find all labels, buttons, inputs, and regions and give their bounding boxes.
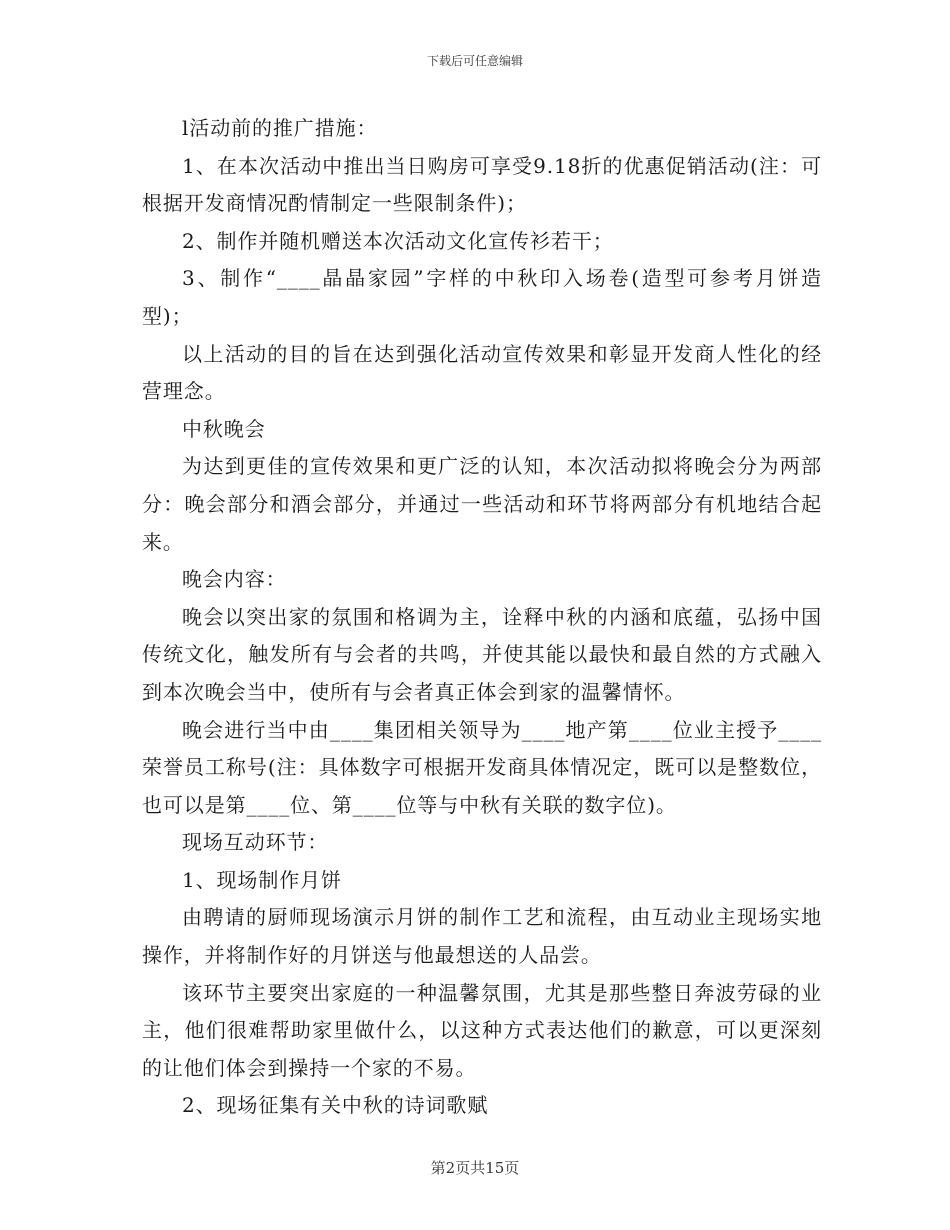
paragraph-poetry-heading: 2、现场征集有关中秋的诗词歌赋	[182, 1093, 489, 1118]
paragraph-interaction-heading: 现场互动环节：	[182, 830, 329, 855]
paragraph-family: 该环节主要突出家庭的一种温馨氛围，尤其是那些整日奔波劳碌的业主，他们很难帮助家里做什么，以这种方式表达他们的歉意，可以更深刻的让他们体会到操持一个家的不易。	[142, 980, 822, 1080]
paragraph-discount: 1、在本次活动中推出当日购房可享受9.18折的优惠促销活动(注：可根据开发商情况酌情制定一些限制条件)；	[142, 153, 822, 216]
paragraph-tickets: 3、制作“____晶晶家园”字样的中秋印入场卷(造型可参考月饼造型)；	[142, 266, 822, 328]
paragraph-mooncake-heading: 1、现场制作月饼	[182, 867, 342, 892]
paragraph-mooncake-body: 由聘请的厨师现场演示月饼的制作工艺和流程，由互动业主现场实地操作，并将制作好的月饼送与他最想送的人品尝。	[142, 905, 822, 968]
paragraph-tshirts: 2、制作并随机赠送本次活动文化宣传衫若干；	[182, 228, 614, 253]
paragraph-content-body: 晚会以突出家的氛围和格调为主，诠释中秋的内涵和底蕴，弘扬中国传统文化，触发所有与会者的共鸣，并使其能以最快和最自然的方式融入到本次晚会当中，使所有与会者真正体会到家的温馨情怀。	[142, 604, 822, 704]
paragraph-purpose: 以上活动的目的旨在达到强化活动宣传效果和彰显开发商人性化的经营理念。	[142, 341, 822, 404]
paragraph-promo-heading: l活动前的推广措施：	[182, 116, 378, 140]
paragraph-gala-heading: 中秋晚会	[182, 416, 266, 441]
paragraph-award: 晚会进行当中由____集团相关领导为____地产第____位业主授予____荣誉员工称号(注：具体数字可根据开发商具体情况定，既可以是整数位，也可以是第____位、第____位等与中秋有关联的数字位)。	[142, 717, 822, 817]
page-footer: 第2页共15页	[430, 1159, 520, 1177]
page-header: 下载后可任意编辑	[426, 54, 523, 68]
paragraph-content-heading: 晚会内容：	[182, 567, 287, 592]
paragraph-gala-intro: 为达到更佳的宣传效果和更广泛的认知，本次活动拟将晚会分为两部分：晚会部分和酒会部分，并通过一些活动和环节将两部分有机地结合起来。	[142, 454, 822, 554]
document-body	[142, 110, 822, 1125]
